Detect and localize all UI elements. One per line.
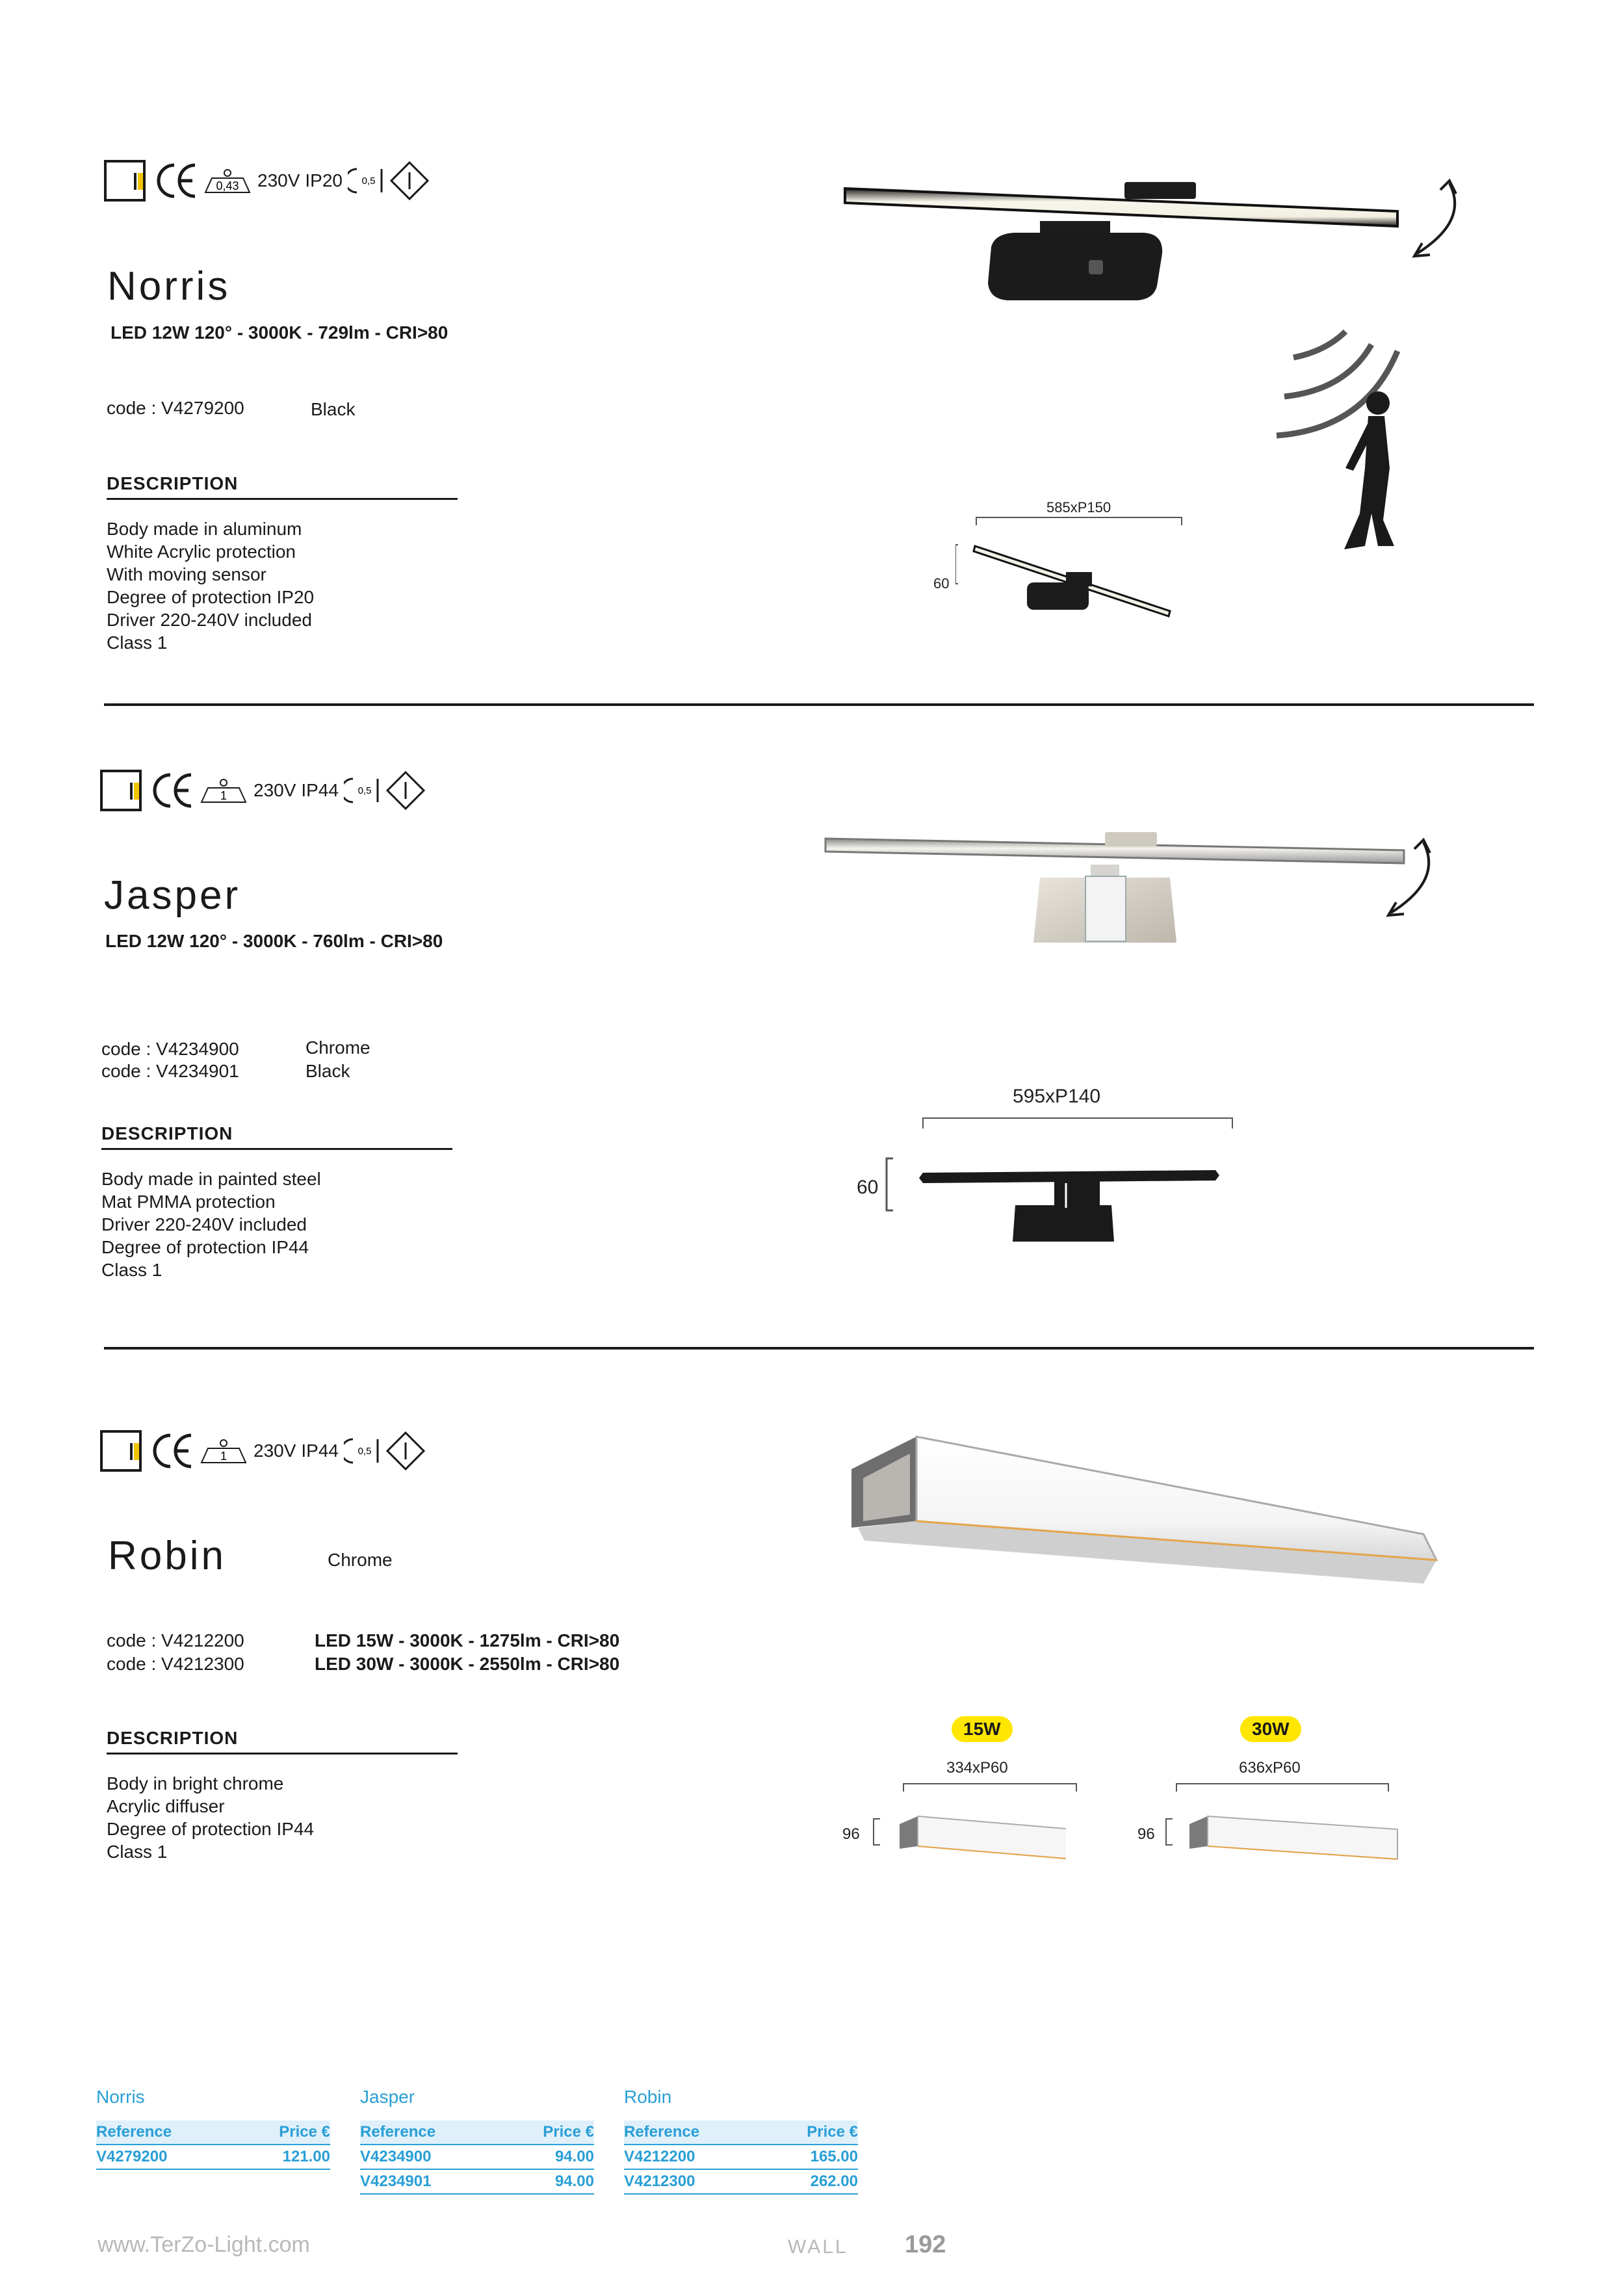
ip-label: IP44: [301, 1441, 339, 1461]
robin-15w-dimension-height: 96: [842, 1825, 860, 1843]
jasper-dimension-height: 60: [857, 1177, 879, 1198]
col-price: Price €: [543, 2123, 594, 2141]
table-row: [624, 2145, 858, 2170]
surface-mount-icon: [199, 776, 248, 805]
rotate-arrow-icon: [1378, 835, 1449, 926]
description-line: Driver 220-240V included: [107, 610, 312, 630]
description-line: Degree of protection IP44: [101, 1237, 309, 1257]
motion-sensor-icon: [1274, 325, 1430, 553]
led-class-icon: [100, 1430, 142, 1472]
row-reference: V4212300: [624, 2172, 695, 2190]
distance-value: 0,5: [361, 176, 376, 187]
distance-icon: [344, 1437, 383, 1465]
distance-icon: [344, 776, 383, 805]
section-divider: [104, 703, 1534, 706]
price-table-title: Jasper: [360, 2087, 415, 2107]
description-line: Body made in aluminum: [107, 519, 302, 539]
jasper-title: Jasper: [104, 873, 241, 918]
jasper-finish-1: Chrome: [305, 1037, 370, 1058]
robin-30w-dimension-height: 96: [1137, 1825, 1155, 1843]
robin-spec-1: LED 15W - 3000K - 1275lm - CRI>80: [315, 1630, 620, 1650]
description-line: Class 1: [107, 633, 168, 653]
robin-spec-2: LED 30W - 3000K - 2550lm - CRI>80: [315, 1654, 620, 1674]
table-row: [96, 2145, 330, 2170]
class-icon: [385, 770, 426, 811]
robin-15w-dimension-width: 334xP60: [946, 1759, 1008, 1777]
row-price: 94.00: [554, 2148, 594, 2165]
norris-code: code : V4279200: [107, 398, 244, 418]
table-row: [360, 2145, 594, 2170]
description-line: Driver 220-240V included: [101, 1214, 307, 1234]
row-reference: V4234900: [360, 2148, 432, 2165]
jasper-cert-icons: [100, 764, 426, 816]
robin-variant-badge-30w: 30W: [1240, 1716, 1301, 1742]
robin-30w-dimension-width: 636xP60: [1239, 1759, 1301, 1777]
row-price: 94.00: [554, 2172, 594, 2190]
price-table-header: [360, 2120, 594, 2145]
col-reference: Reference: [360, 2123, 436, 2141]
section-divider: [104, 1347, 1534, 1350]
jasper-description-heading: DESCRIPTION: [101, 1123, 452, 1150]
led-class-icon: [104, 160, 146, 202]
col-reference: Reference: [624, 2123, 700, 2141]
description-line: Class 1: [107, 1842, 168, 1862]
jasper-dimension-line: [922, 1115, 1234, 1131]
surface-mount-icon: [203, 166, 252, 195]
robin-finish: Chrome: [328, 1550, 393, 1570]
voltage-label: 230V: [253, 780, 296, 800]
robin-cert-icons: [100, 1425, 426, 1477]
cert-value: 1: [220, 789, 227, 802]
price-table-robin: [624, 2087, 858, 2195]
class-icon: [389, 161, 430, 201]
page-number: 192: [905, 2231, 946, 2258]
description-line: Body in bright chrome: [107, 1773, 284, 1794]
row-reference: V4212200: [624, 2148, 695, 2165]
robin-15w-small-image: [871, 1814, 1066, 1872]
price-table-jasper: [360, 2087, 594, 2195]
robin-title: Robin: [108, 1533, 226, 1578]
ce-mark-icon: [149, 770, 195, 811]
description-line: Mat PMMA protection: [101, 1192, 276, 1212]
description-line: Body made in painted steel: [101, 1169, 321, 1189]
description-line: Class 1: [101, 1260, 162, 1280]
robin-product-image: [838, 1430, 1449, 1586]
norris-small-image: [955, 533, 1176, 624]
row-price: 165.00: [810, 2148, 858, 2165]
ce-mark-icon: [153, 160, 199, 202]
price-table-title: Robin: [624, 2087, 672, 2107]
jasper-dimension-width: 595xP140: [1013, 1086, 1101, 1107]
norris-cert-icons: [104, 155, 430, 207]
col-price: Price €: [807, 2123, 858, 2141]
row-reference: V4234901: [360, 2172, 432, 2190]
robin-code-1: code : V4212200: [107, 1630, 244, 1650]
row-price: 262.00: [810, 2172, 858, 2190]
ce-mark-icon: [149, 1430, 195, 1472]
ip-label: IP44: [301, 780, 339, 800]
col-price: Price €: [279, 2123, 330, 2141]
description-line: With moving sensor: [107, 564, 266, 584]
description-line: Degree of protection IP20: [107, 587, 315, 607]
voltage-label: 230V: [257, 170, 300, 190]
price-table-title: Norris: [96, 2087, 145, 2107]
norris-dimension-line: [975, 515, 1183, 528]
norris-spec: LED 12W 120° - 3000K - 729lm - CRI>80: [110, 322, 448, 343]
table-row: [360, 2170, 594, 2195]
description-line: White Acrylic protection: [107, 541, 296, 562]
surface-mount-icon: [199, 1437, 248, 1465]
voltage-label: 230V: [253, 1441, 296, 1461]
rotate-arrow-icon: [1404, 176, 1475, 267]
robin-description-heading: DESCRIPTION: [107, 1728, 458, 1755]
row-price: 121.00: [282, 2148, 330, 2165]
distance-value: 0,5: [357, 785, 372, 796]
class-icon: [385, 1431, 426, 1471]
price-table-header: [96, 2120, 330, 2145]
row-reference: V4279200: [96, 2148, 168, 2165]
robin-30w-small-image: [1163, 1814, 1404, 1872]
jasper-product-image: [819, 813, 1469, 962]
table-row: [624, 2170, 858, 2195]
distance-icon: [348, 166, 387, 195]
norris-dimension-height: 60: [933, 575, 950, 592]
jasper-finish-2: Black: [305, 1061, 350, 1081]
jasper-code-2: code : V4234901: [101, 1061, 239, 1081]
robin-code-2: code : V4212300: [107, 1654, 244, 1674]
norris-title: Norris: [107, 264, 231, 309]
price-table-norris: [96, 2087, 330, 2170]
description-line: Acrylic diffuser: [107, 1796, 225, 1816]
led-class-icon: [100, 770, 142, 811]
description-line: Degree of protection IP44: [107, 1819, 315, 1839]
norris-finish: Black: [311, 399, 356, 419]
distance-value: 0,5: [357, 1446, 372, 1457]
robin-variant-badge-15w: 15W: [952, 1716, 1013, 1742]
norris-dimension-width: 585xP150: [1046, 499, 1111, 515]
jasper-small-image: [884, 1151, 1222, 1248]
price-table-header: [624, 2120, 858, 2145]
norris-description-heading: DESCRIPTION: [107, 473, 458, 500]
jasper-spec: LED 12W 120° - 3000K - 760lm - CRI>80: [105, 931, 443, 951]
ip-label: IP20: [305, 170, 343, 190]
col-reference: Reference: [96, 2123, 172, 2141]
footer-website[interactable]: www.TerZo-Light.com: [97, 2232, 310, 2257]
jasper-code-1: code : V4234900: [101, 1039, 239, 1059]
cert-value: 0,43: [216, 179, 239, 192]
robin-30w-dimension-line: [1175, 1781, 1390, 1794]
robin-15w-dimension-line: [902, 1781, 1078, 1794]
cert-value: 1: [220, 1450, 227, 1463]
footer-section: WALL: [788, 2236, 848, 2258]
